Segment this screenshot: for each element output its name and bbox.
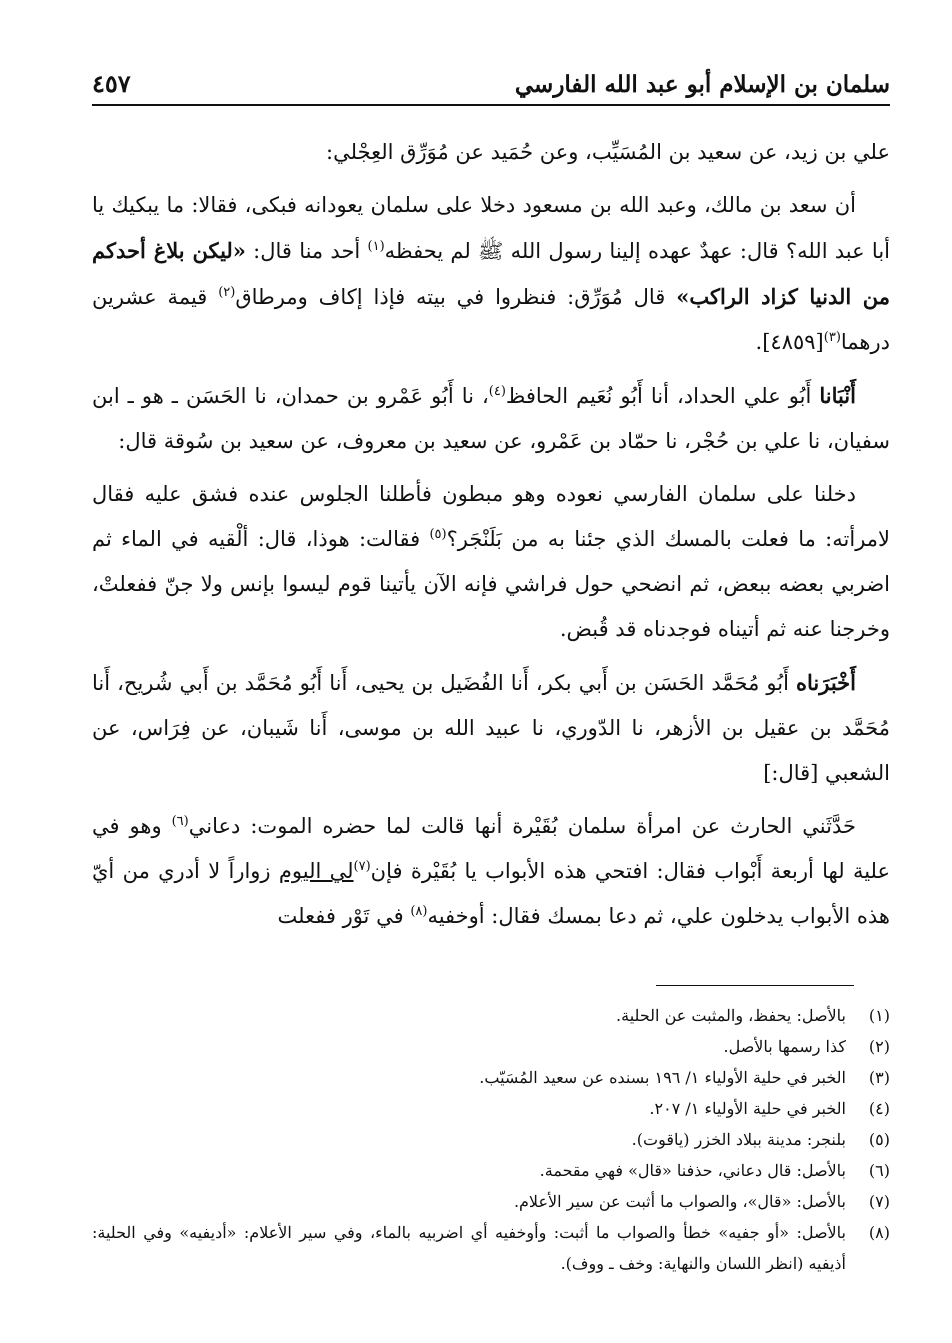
footnote-item: [92, 1217, 890, 1279]
header-rule: [92, 104, 890, 106]
paragraph-text: حَدَّثَني الحارث عن امرأة سلمان بُقَيْرة أنها قالت لما حضره الموت: دعاني: [188, 814, 856, 838]
footnote-text: كذا رسمها بالأصل.: [723, 1037, 846, 1056]
footnote-number: (٣): [868, 1068, 890, 1087]
footnote-number: (٦): [868, 1161, 890, 1180]
footnote-text: بلنجر: مدينة ببلاد الخزر (ياقوت).: [631, 1130, 846, 1149]
paragraph-6: [92, 804, 890, 939]
footnote-number: (٤): [868, 1099, 890, 1118]
page-header: [92, 64, 890, 98]
footnote-item: [92, 1062, 890, 1093]
paragraph-text: فقالت: هوذا، قال: ألْقيه في الماء ثم اضربي بعضه ببعض، ثم انضحي حول فراشي فإنه الآن يأتينا قوم ليسوا بإنس ولا جنّ ففعلتْ، وخرجنا عنه ثم أتيناه فوجدناه قد قُبض.: [92, 527, 890, 641]
paragraph-text: أحد منا قال:: [245, 239, 368, 263]
footnote-text: بالأصل: «أو جفيه» خطأ والصواب ما أثبت: وأوخفيه أي اضربيه بالماء، وفي سير الأعلام: «أديفيه» وفي الحلية: أذيفيه (انظر اللسان والنهاية: وخف ـ ووف).: [92, 1223, 846, 1273]
footnote-text: بالأصل: يحفظ، والمثبت عن الحلية.: [616, 1006, 846, 1025]
footnote-separator: [656, 985, 854, 986]
paragraph-text: أن سعد بن مالك، وعبد الله بن مسعود دخلا على سلمان يعودانه فبكى، فقالا: ما يبكيك يا أبا عبد الله؟ قال: عهدٌ عهده إلينا رسول الله ﷺ لم يحفظه: [92, 193, 890, 263]
footnote-item: [92, 1155, 890, 1186]
footnote-text: الخبر في حلية الأولياء ١/ ١٩٦ بسنده عن سعيد المُسَيّب.: [479, 1068, 846, 1087]
page-number: ٤٥٧: [92, 69, 131, 98]
record-number: [٤٨٥٩].: [755, 330, 824, 354]
paragraph-text: دخلنا على سلمان الفارسي نعوده وهو مبطون فأطلنا الجلوس عنده فشق عليه فقال لامرأته: ما فعلت بالمسك الذي جئنا به من بَلَنْجَر؟: [92, 482, 891, 551]
paragraph-2: [92, 183, 890, 365]
main-text: [92, 130, 890, 947]
paragraph-5: [92, 660, 890, 796]
footnote-ref-7[interactable]: (٧): [353, 859, 371, 874]
footnote-item: [92, 1093, 890, 1124]
paragraph-text: قيمة عشرين درهما: [92, 285, 890, 354]
footnote-item: [92, 1000, 890, 1031]
paragraph-text: علي بن زيد، عن سعيد بن المُسَيِّب، وعن حُمَيد عن مُوَرِّق العِجْلي:: [326, 140, 890, 164]
footnote-number: (١): [868, 1006, 890, 1025]
footnote-item: [92, 1124, 890, 1155]
running-title: سلمان بن الإسلام أبو عبد الله الفارسي: [514, 71, 890, 98]
footnotes: [92, 1000, 890, 1279]
footnote-number: (٥): [868, 1130, 890, 1149]
footnote-ref-3[interactable]: (٣): [823, 330, 841, 345]
footnote-text: بالأصل: قال دعاني، حذفنا «قال» فهي مقحمة.: [539, 1161, 846, 1180]
paragraph-4: [92, 472, 890, 652]
footnote-ref-2[interactable]: (٢): [218, 285, 236, 300]
footnote-item: [92, 1186, 890, 1217]
hadith-quote: «ليكن بلاغ أحدكم من الدنيا كزاد الراكب»: [92, 238, 890, 309]
paragraph-text: وهو في علية لها أربعة أَبْواب فقال: افتحي هذه الأبواب يا بُقَيْرة فإن: [92, 814, 891, 883]
footnote-number: (٢): [868, 1037, 890, 1056]
paragraph-text: في تَوْر ففعلت: [277, 904, 411, 928]
paragraph-1: [92, 130, 890, 175]
footnote-number: (٧): [868, 1192, 890, 1211]
isnad-lead: أَخْبَرَناه: [796, 670, 856, 695]
paragraph-text: قال مُوَرِّق: فنظروا في بيته فإذا إكاف ومرطاق: [235, 285, 677, 309]
footnote-text: الخبر في حلية الأولياء ١/ ٢٠٧.: [649, 1099, 846, 1118]
underlined-phrase: لي اليوم: [278, 859, 354, 883]
paragraph-text: أَبُو علي الحداد، أنا أَبُو نُعَيم الحافظ: [505, 384, 820, 408]
footnote-ref-5[interactable]: (٥): [429, 527, 447, 542]
footnote-item: [92, 1031, 890, 1062]
paragraph-text: ، نا أَبُو عَمْرو بن حمدان، نا الحَسَن ـ هو ـ ابن سفيان، نا علي بن حُجْر، نا حمّاد بن عَمْرو، عن سعيد بن معروف، عن سعيد بن سُوقة قال:: [92, 384, 890, 453]
footnote-ref-6[interactable]: (٦): [171, 814, 189, 829]
footnote-text: بالأصل: «قال»، والصواب ما أثبت عن سير الأعلام.: [513, 1192, 846, 1211]
footnote-ref-1[interactable]: (١): [367, 239, 385, 254]
paragraph-text: أَبُو مُحَمَّد الحَسَن بن أَبي بكر، أَنا الفُضَيل بن يحيى، أَنا أَبُو مُحَمَّد بن أَبي شُريح، أَنا مُحَمَّد بن عقيل بن الأزهر، نا الدّوري، نا عبيد الله بن موسى، أَنا شَيبان، عن فِرَاس، عن الشعبي [قال:]: [92, 671, 890, 785]
footnote-ref-8[interactable]: (٨): [410, 904, 428, 919]
paragraph-3: [92, 373, 890, 464]
paragraph-text: زواراً لا أدري من أيّ هذه الأبواب يدخلون علي، ثم دعا بمسك فقال: أوخفيه: [92, 859, 890, 928]
footnote-ref-4[interactable]: (٤): [488, 384, 506, 399]
footnote-number: (٨): [868, 1223, 890, 1242]
isnad-lead: أَنْبَانا: [819, 383, 856, 408]
